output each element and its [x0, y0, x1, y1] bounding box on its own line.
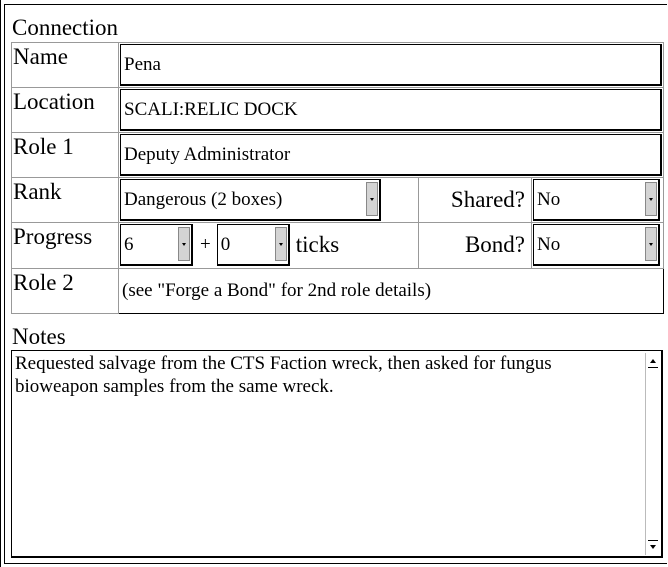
progress-dropdown-icon[interactable]	[178, 227, 190, 261]
ticks-label: ticks	[295, 232, 340, 257]
ticks-dropdown-icon[interactable]	[275, 227, 287, 261]
progress-label: Progress	[13, 224, 93, 249]
name-field[interactable]: Pena	[120, 44, 662, 86]
location-field[interactable]: SCALI:RELIC DOCK	[120, 89, 662, 131]
role1-label: Role 1	[13, 134, 74, 159]
row-role1	[12, 133, 664, 178]
connection-table	[11, 42, 664, 314]
notes-label: Notes	[12, 324, 66, 349]
bond-select[interactable]	[533, 224, 660, 266]
notes-textarea[interactable]	[11, 350, 663, 558]
shared-select[interactable]	[533, 179, 660, 221]
role2-label: Role 2	[13, 270, 74, 295]
role2-text: (see "Forge a Bond" for 2nd role details)	[122, 279, 432, 301]
rank-label: Rank	[13, 179, 62, 204]
scroll-up-icon[interactable]	[648, 355, 658, 368]
scroll-down-icon[interactable]	[648, 540, 658, 553]
notes-text: Requested salvage from the CTS Faction wreck, then asked for fungus bioweapon samples from the same wreck.	[15, 353, 552, 397]
progress-select[interactable]	[120, 224, 193, 266]
progress-value: 6	[124, 234, 134, 255]
row-name	[12, 43, 664, 88]
row-progress	[12, 223, 664, 269]
shared-dropdown-icon[interactable]	[645, 182, 657, 216]
row-location	[12, 88, 664, 133]
section-title: Connection	[12, 15, 119, 40]
role1-field[interactable]: Deputy Administrator	[120, 134, 662, 176]
bond-dropdown-icon[interactable]	[645, 227, 657, 261]
shared-value: No	[537, 189, 561, 210]
rank-value: Dangerous (2 boxes)	[124, 189, 283, 210]
shared-label: Shared?	[450, 187, 525, 212]
rank-select[interactable]	[120, 179, 381, 221]
window-edge	[0, 0, 1, 567]
row-rank	[12, 178, 664, 223]
notes-scrollbar[interactable]	[645, 353, 659, 555]
ticks-select[interactable]	[217, 224, 290, 266]
bond-value: No	[537, 234, 561, 255]
row-role2	[12, 269, 664, 314]
location-label: Location	[13, 89, 95, 114]
plus-sign: +	[200, 234, 211, 255]
rank-dropdown-icon[interactable]	[366, 182, 378, 216]
name-label: Name	[13, 44, 68, 69]
bond-label: Bond?	[464, 232, 525, 257]
ticks-value: 0	[220, 234, 231, 255]
